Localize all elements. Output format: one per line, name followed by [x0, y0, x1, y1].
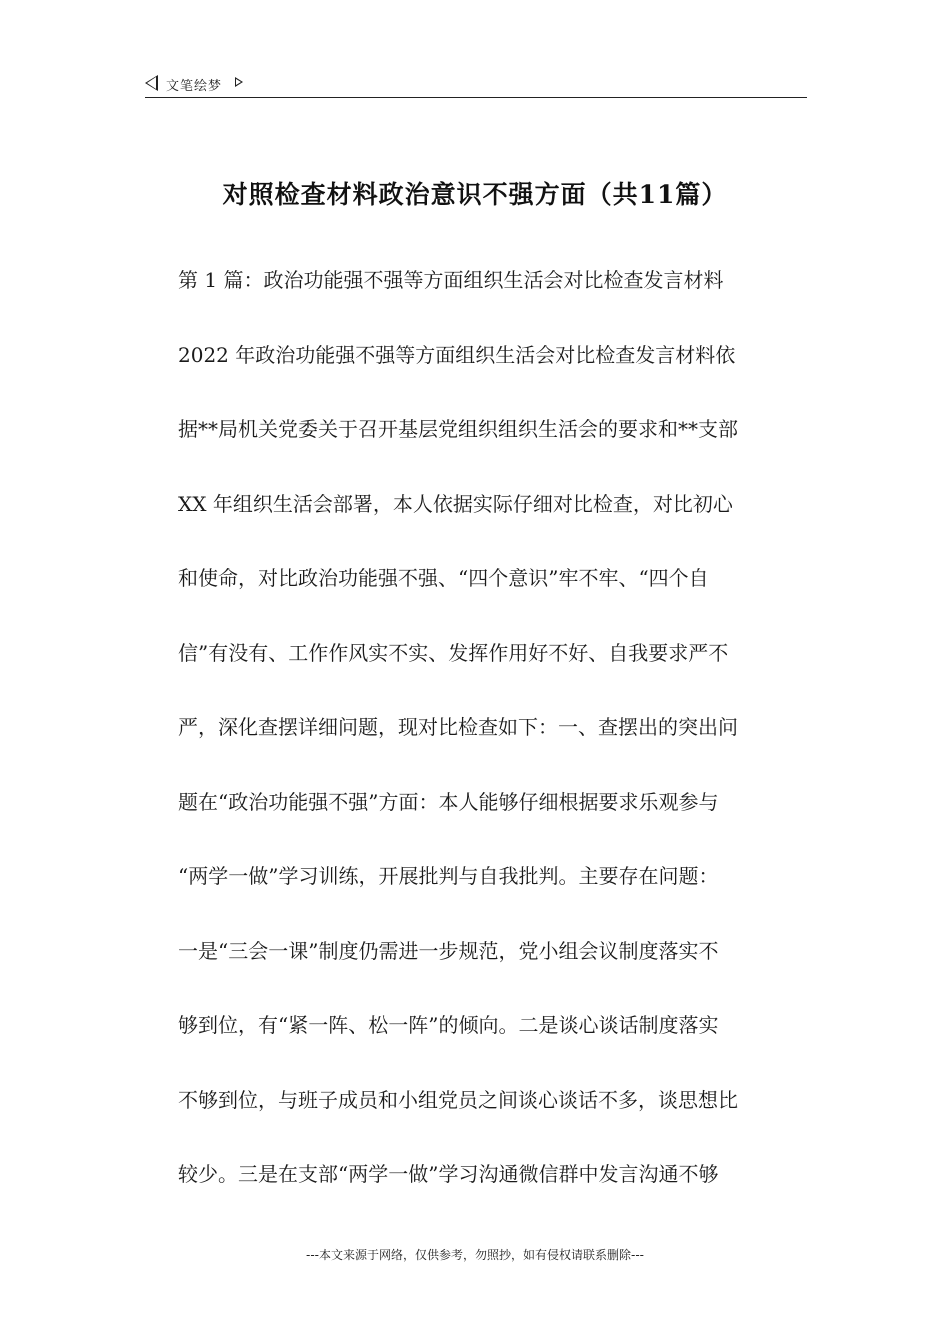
body-line: 严，深化查摆详细问题，现对比检查如下：一、查摆出的突出问: [178, 715, 738, 739]
body-line: 2022 年政治功能强不强等方面组织生活会对比检查发言材料依: [178, 342, 736, 367]
body-line: XX 年组织生活会部署，本人依据实际仔细对比检查，对比初心: [178, 491, 733, 516]
header-divider: [145, 97, 807, 98]
left-triangle-icon: [145, 75, 158, 91]
body-line: 信”有没有、工作作风实不实、发挥作用好不好、自我要求严不: [178, 640, 729, 665]
document-body: [178, 243, 804, 1212]
page-header: [145, 72, 807, 98]
body-line: 较少。三是在支部“两学一做”学习沟通微信群中发言沟通不够: [178, 1162, 719, 1186]
body-line: 据**局机关党委关于召开基层党组织组织生活会的要求和**支部: [178, 417, 738, 441]
body-line: 不够到位，与班子成员和小组党员之间谈心谈话不多，谈思想比: [178, 1087, 738, 1112]
header-brand: 文笔绘梦: [166, 79, 223, 94]
footer-disclaimer: ---本文来源于网络，仅供参考，勿照抄，如有侵权请联系删除---: [306, 1248, 644, 1262]
body-line: 一是“三会一课”制度仍需进一步规范，党小组会议制度落实不: [178, 938, 719, 963]
body-line: “两学一做”学习训练，开展批判与自我批判。主要存在问题：: [178, 864, 719, 888]
body-line: 够到位，有“紧一阵、松一阵”的倾向。二是谈心谈话制度落实: [178, 1013, 719, 1037]
body-line: 第 1 篇：政治功能强不强等方面组织生活会对比检查发言材料: [178, 268, 724, 292]
body-line: 题在“政治功能强不强”方面：本人能够仔细根据要求乐观参与: [178, 789, 719, 814]
right-triangle-icon: [235, 77, 243, 87]
document-title: 对照检查材料政治意识不强方面（共11篇）: [222, 179, 728, 209]
body-line: 和使命，对比政治功能强不强、“四个意识”牢不牢、“四个自: [178, 566, 709, 590]
